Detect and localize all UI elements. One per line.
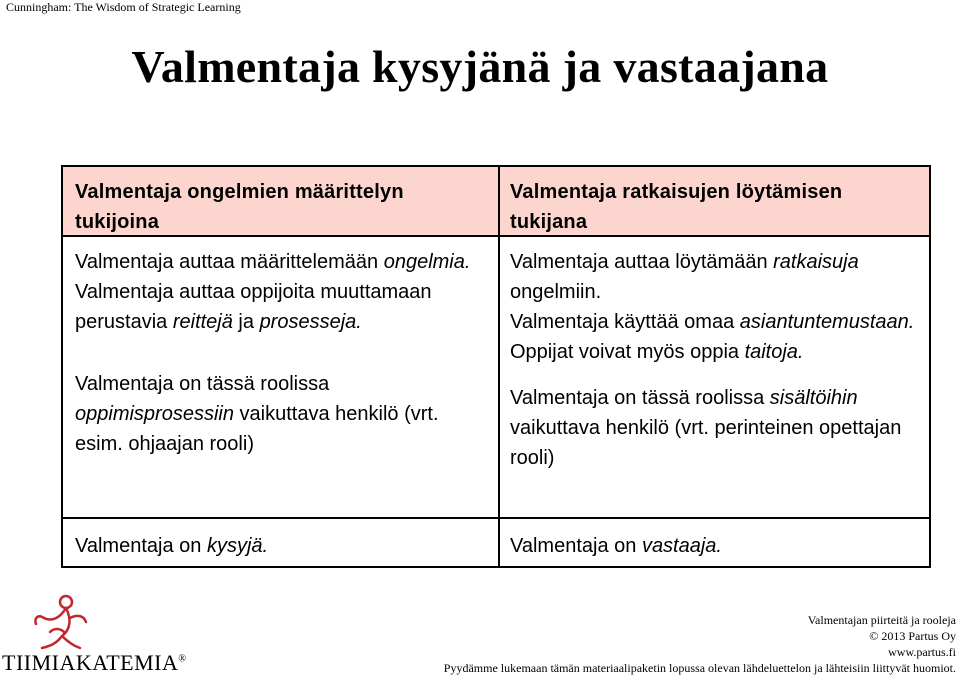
text-italic: sisältöihin (769, 387, 858, 409)
right-summary (500, 519, 929, 566)
text-italic: oppimisprosessiin (75, 403, 234, 425)
page-title: Valmentaja kysyjänä ja vastaajana (131, 41, 829, 92)
text: Valmentaja käyttää omaa (510, 311, 740, 333)
left-summary (63, 519, 498, 566)
header-note: Cunningham: The Wisdom of Strategic Learning (6, 0, 241, 14)
text-italic: ratkaisuja (773, 251, 859, 273)
text: ongelmiin. (510, 281, 602, 303)
text-italic: vastaaja. (641, 535, 722, 557)
left-heading: Valmentaja ongelmien määrittelyn tukijoina (63, 167, 498, 237)
text: Valmentaja auttaa oppijoita muuttamaan perustavia (75, 281, 432, 333)
right-paragraph-3 (510, 337, 917, 367)
text-italic: asiantuntemustaan. (739, 311, 915, 333)
text-italic: taitoja. (744, 341, 804, 363)
left-paragraph-2 (75, 277, 486, 337)
logo-text (2, 650, 186, 676)
text: ja (232, 311, 260, 333)
footer-line-3: www.partus.fi (888, 645, 956, 659)
right-heading: Valmentaja ratkaisujen löytämisen tukijana (500, 167, 929, 237)
text: Valmentaja on (510, 535, 642, 557)
text: Valmentaja auttaa löytämään (510, 251, 774, 273)
text: Valmentaja on tässä roolissa (75, 373, 330, 395)
left-paragraph-3 (75, 369, 486, 459)
footer-line-2: © 2013 Partus Oy (869, 629, 956, 643)
right-paragraph-2 (510, 307, 917, 337)
text: vaikuttava henkilö (vrt. esim. ohjaajan rooli) (75, 403, 439, 455)
logo-name: TIIMIAKATEMIA (2, 650, 179, 675)
text-italic: kysyjä. (206, 535, 269, 557)
text-italic: reittejä (172, 311, 233, 333)
text: Oppijat voivat myös oppia (510, 341, 745, 363)
comparison-table (61, 165, 931, 568)
footer-info (444, 612, 956, 676)
text: Valmentaja on tässä roolissa (510, 387, 770, 409)
left-column (63, 167, 500, 566)
right-paragraph-1 (510, 247, 917, 307)
text: Valmentaja auttaa määrittelemään (75, 251, 384, 273)
registered-mark: ® (178, 653, 187, 665)
right-paragraph-4 (510, 383, 917, 473)
right-column (500, 167, 929, 566)
text: Valmentaja on (75, 535, 207, 557)
footer-line-4: Pyydämme lukemaan tämän materiaalipaketin lopussa olevan lähdeluettelon ja lähteisiin liittyvät huomiot. (443, 661, 956, 675)
text-italic: prosesseja. (259, 311, 362, 333)
right-body (500, 237, 929, 519)
footer-line-1: Valmentajan piirteitä ja rooleja (807, 613, 956, 627)
left-paragraph-1 (75, 247, 486, 277)
left-body (63, 237, 498, 519)
text-italic: ongelmia. (383, 251, 471, 273)
text: vaikuttava henkilö (vrt. perinteinen opettajan rooli) (510, 417, 902, 469)
